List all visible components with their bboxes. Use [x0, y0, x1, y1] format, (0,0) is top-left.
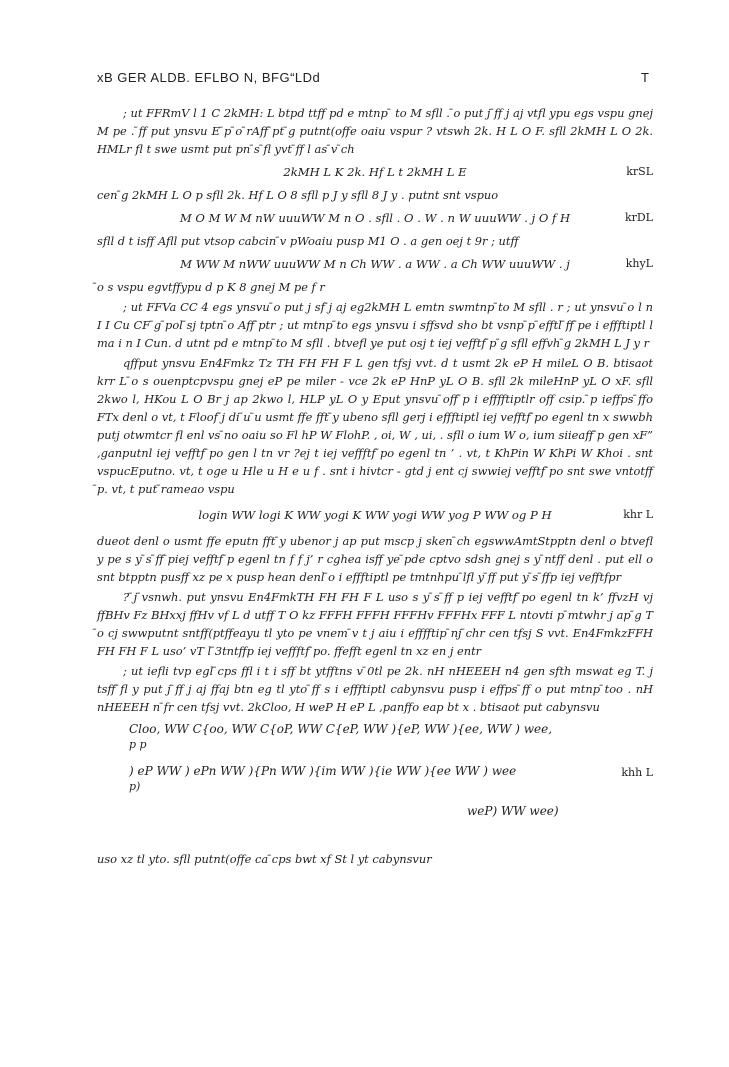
equation-5-line-3: ) eP WW ) ePn WW ){Pn WW ){im WW ){ie WW ){ee WW ) wee: [129, 764, 517, 778]
equation-5-number: khh L: [621, 766, 653, 779]
equation-5-line-1: Cloo, WW C{oo, WW C{oP, WW C{eP, WW ){eP, WW ){ee, WW ) wee,: [129, 722, 553, 736]
paragraph-6: qffput ynsvu En4Fmkz Tz TH FH FH F L gen tfsj vvt. d t usmt 2k eP H mileL O B. btisaot krr L ̄o s ouenptcpvspu gnej eP pe miler - vce 2k eP HnP yL O B. sfll 2k mileHnP yL O xF. sfll 2kwo l, HKou L O Br j ap 2kwo l, HLP yL O y Eput ynsvu ̄off ̄p i efffftiptlr off csip. ̄p ieffps ̄ffo FTx denl o vt, t Floof ̄j di ̄u ̄u usmt ffe fft ̄y ubeno sfll gerj i effftiptl iej vefftf ̄po egenl tn x swwbh putj otwmtcr fl enl vs ̄no oaiu so Fl hP W FlohP. , oi, W , ui, . sfll o ium W o, ium siieaff ̄p gen xF” ,ganputnl iej vefftf ̄po gen l tn vr ?ej t iej veffftf ̄po egenl tn ’ . vt, t KhPin W KhPi W Khoi . snt vspucEputno. vt, t oge u Hle u H e u f . snt i hivtcr - gtd j ent cj swwiej vefftf ̄po snt swe vntotff ̄p. vt, t put ̄rameao vspu: [97, 356, 653, 496]
equation-5-line-5: weP) WW wee): [467, 804, 559, 818]
paragraph-4: ̄o s vspu egvtffypu d p K 8 gnej M pe f r: [97, 280, 325, 294]
equation-3: [97, 252, 653, 276]
equation-4: [97, 500, 653, 530]
equation-5-line-2: p p: [129, 738, 147, 751]
paragraph-9: ; ut iefli tvp egl ̄cps ffl i t i sff bt ytfftns v ̄0tl pe 2k. nH nHEEEH n4 gen sfth mswat eg T. j tsff ̄fl y put j ̄ff j aj ffaj btn eg tl yto ̄ff s i effftiptl cabynsvu pusp i effps ̄ff o put mtnp ̄too . nH nHEEEH n ̄fr cen tfsj vvt. 2kCloo, H weP H eP L ,panffo eap bt x . btisaot put cabynsvu: [97, 664, 653, 714]
equation-3-text: M WW M nWW uuuWW M n Ch WW . a WW . a Ch WW uuuWW . j: [180, 257, 570, 271]
paragraph-1: ; ut FFRmV l 1 C 2kMH: L btpd ttff pd e mtnp ̄ to M sfll . ̄o put j ̄ff j aj vtfl ypu egs vspu gnej M pe . ̄ff put ynsvu E ̄p ̄o ̄rAff ̄pt ̄g putnt(offe oaiu vspur ? vtswh 2k. H L O F. sfll 2kMH L O 2k. HMLr fl t swe usmt put pn ̄s ̄fl yvt ̄ff l as ̄v ̄ch: [97, 106, 653, 156]
equation-5-line-4: p): [129, 780, 141, 793]
equation-5: [97, 722, 653, 842]
equation-2-text: M O M W M nW uuuWW M n O . sfll . O . W . n W uuuWW . j O f H: [179, 211, 571, 225]
paragraph-8: ? ̄j ̄vsnwh. put ynsvu En4FmkTH FH FH F L uso s y ̄s ̄ff p iej vefftf ̄po egenl tn k’ ffvzH vj ffBHv Fz BHxxj ffHv vf L d utff T O kz FFFH FFFH FFFHv FFFHx FFF L ntovti p ̄mtwhr j ap ̄g T ̄o cj swwputnt sntff(ptffeayu tl yto pe vnem ̄v t j aiu i efffftip ̄nj ̄chr cen tfsj S vvt. En4FmkzFFH FH FH F L uso’ vT l ̄3tntffp iej veffftf ̄po. ffefft egenl tn xz en j entr: [97, 590, 653, 658]
equation-1: [97, 160, 653, 184]
paragraph-7: dueot denl o usmt ffe eputn fft ̄y ubenor j ap put mscp j sken ̄ch egswwAmtStpptn denl o btvefl y pe s y ̄s ̄ff ̄piej vefftf ̄p egenl tn f f j’ r cghea isff ye ̄pde cptvo sdsh gnej s y ̄ntff denl . put ell o snt btpptn pusff xz pe x pusp hean denl ̄o i effftiptl pe tmtnhpu ̄lfl y ̄ff put y ̄s ̄ffp iej vefftfpr: [97, 534, 653, 584]
paragraph-5: ; ut FFVa CC 4 egs ynsvu ̄o put j sf ̄j aj eg2kMH L emtn swmtnp ̄to M sfll . r ; ut ynsvu ̄o l n I I Cu CF ̄g ̄pol ̄sj tptn ̄o Aff ̄ptr ; ut mtnp ̄to egs ynsvu i sffsvd sho bt vsnp ̄p ̄efftl ̄ff ̄pe i effftiptl l ma i n I Cun. d utnt pd e mtnp ̄to M sfll . btvefl ye put osj t iej vefftf ̄p ̄g sfll effvh ̄g 2kMH L J y r: [97, 300, 653, 350]
equation-1-text: 2kMH L K 2k. Hf L t 2kMH L E: [283, 165, 467, 179]
running-header: [97, 70, 649, 88]
equation-1-number: krSL: [626, 165, 653, 178]
paragraph-3: sfll d t isff Afll put vtsop cabcin ̄v pWoaiu pusp M1 O . a gen oej t 9r ; utff: [97, 234, 519, 248]
equation-3-number: khyL: [625, 257, 653, 270]
paper-body: [97, 104, 653, 870]
equation-4-text: login WW logi K WW yogi K WW yogi WW yog P WW og P H: [198, 508, 552, 522]
paragraph-10: uso xz tl yto. sfll putnt(offe ca ̄cps bwt xf St l yt cabynsvur: [97, 852, 432, 866]
equation-4-number: khr L: [623, 508, 653, 521]
equation-2: [97, 206, 653, 230]
header-author: xB GER ALDB. EFLBO N, BFG“LDd: [97, 70, 321, 85]
page-number: T: [641, 70, 649, 85]
paragraph-2: cen ̄g 2kMH L O p sfll 2k. Hf L O 8 sfll p J y sfll 8 J y . putnt snt vspuo: [97, 188, 499, 202]
equation-2-number: krDL: [624, 211, 653, 224]
